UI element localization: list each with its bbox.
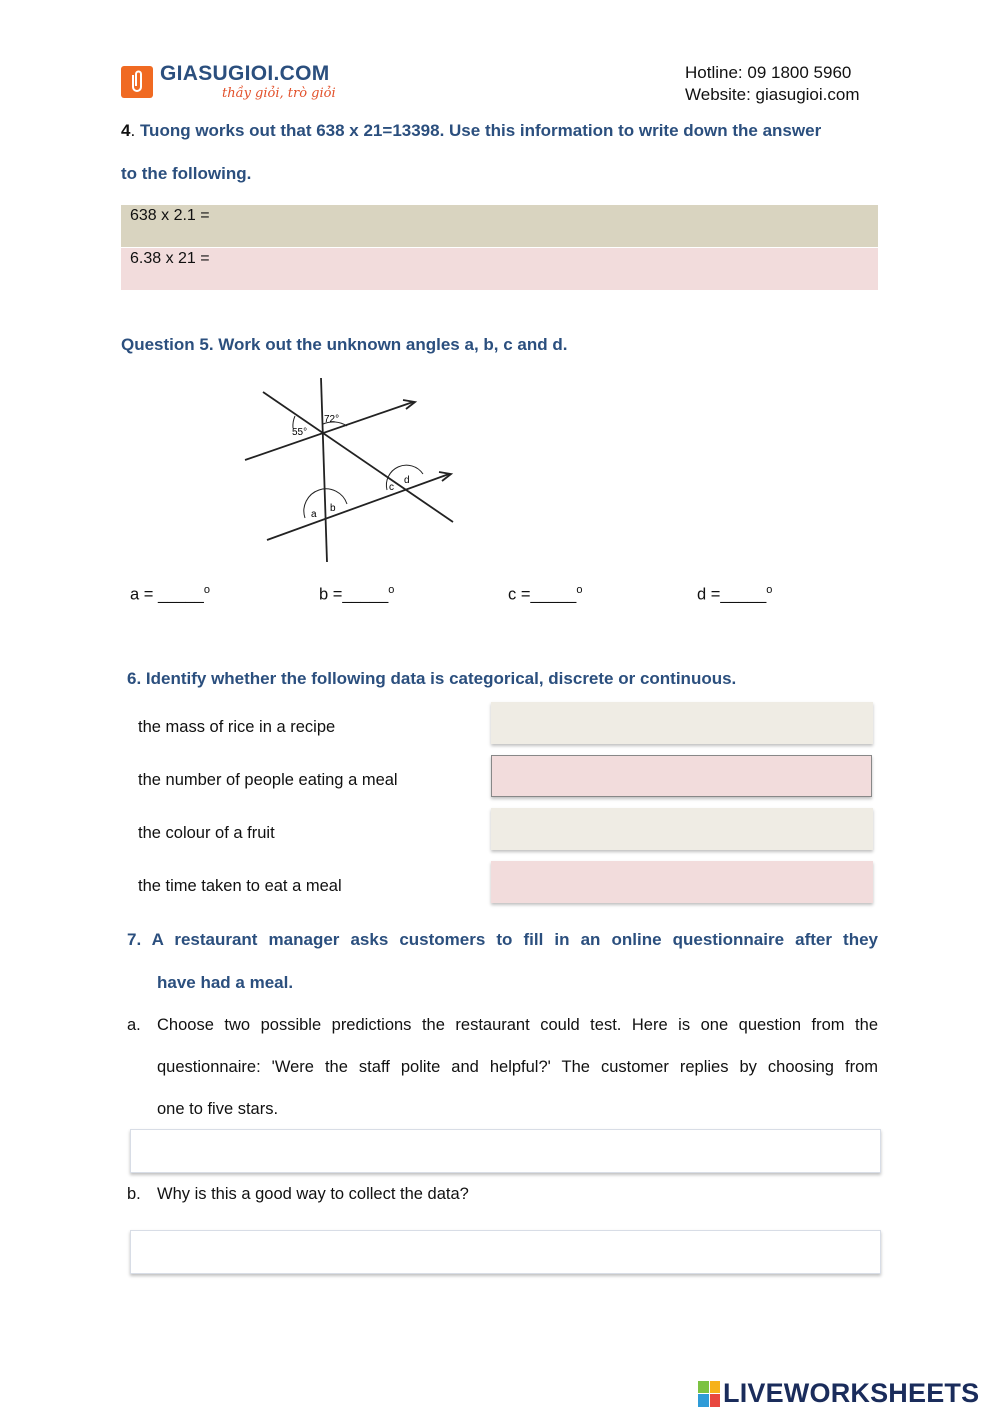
q6-item-4-label: the time taken to eat a meal	[138, 877, 342, 895]
parallel-line-bottom	[267, 474, 449, 540]
answer-c[interactable]	[508, 584, 582, 605]
q4-line1	[121, 120, 821, 142]
angle-55-label: 55°	[292, 427, 308, 438]
q4-answer-row-1[interactable]	[121, 205, 878, 247]
degree-mark: o	[388, 584, 395, 596]
angle-a-label: a	[311, 509, 317, 520]
answer-d-label: d =_____	[697, 585, 767, 604]
logo-icon	[121, 66, 153, 98]
q4-line2: to the following.	[121, 164, 252, 183]
q6-item-1-answer[interactable]	[491, 702, 873, 744]
liveworksheets-brand: LIVEWORKSHEETS	[723, 1378, 980, 1408]
degree-mark: o	[203, 584, 210, 596]
hotline-text: Hotline: 09 1800 5960	[685, 63, 852, 82]
q7-title-line2: have had a meal.	[157, 973, 294, 992]
angles-diagram	[235, 370, 465, 570]
degree-mark: o	[766, 584, 773, 596]
q7a-line3: one to five stars.	[157, 1100, 279, 1118]
q6-item-3-label: the colour of a fruit	[138, 824, 275, 842]
contact-info	[685, 62, 860, 106]
logo-name: GIASUGIOI.COM	[160, 62, 330, 85]
q4-row-1-label: 638 x 2.1 =	[130, 207, 210, 224]
angle-b-label: b	[330, 503, 336, 514]
q7a-marker: a.	[127, 1016, 141, 1034]
q6-item-2-label: the number of people eating a meal	[138, 771, 398, 789]
parallel-line-top	[245, 402, 413, 460]
angle-c-label: c	[389, 482, 394, 493]
answer-a[interactable]	[130, 584, 210, 605]
transversal-vertical	[321, 378, 327, 562]
transversal-diagonal	[263, 392, 453, 522]
answer-a-label: a = _____	[130, 585, 204, 604]
liveworksheets-logo	[698, 1378, 979, 1409]
answer-b[interactable]	[319, 584, 394, 605]
q4-row-2-label: 6.38 x 21 =	[130, 250, 210, 267]
q6-title: 6. Identify whether the following data is categorical, discrete or continuous.	[127, 669, 737, 688]
q4-text: Tuong works out that 638 x 21=13398. Use this information to write down the answer	[139, 121, 822, 140]
q7b-line1: Why is this a good way to collect the data?	[157, 1185, 469, 1203]
degree-mark: o	[576, 584, 583, 596]
q7b-marker: b.	[127, 1185, 141, 1203]
q7a-line2: questionnaire: 'Were the staff polite and helpful?' The customer replies by choosing from	[157, 1058, 878, 1076]
q4-dot: .	[130, 121, 136, 140]
q6-item-2-answer[interactable]	[491, 755, 872, 797]
liveworksheets-badge-icon	[698, 1381, 720, 1407]
answer-c-label: c =_____	[508, 585, 577, 604]
q7b-answer-box[interactable]	[130, 1230, 881, 1274]
angle-d-label: d	[404, 475, 410, 486]
q7a-answer-box[interactable]	[130, 1129, 881, 1173]
q7-title-line1: 7. A restaurant manager asks customers to fill in an online questionnaire after they	[127, 930, 878, 949]
answer-d[interactable]	[697, 584, 772, 605]
q4-number: 4	[121, 121, 131, 140]
angle-72-label: 72°	[324, 414, 340, 425]
q4-answer-row-2[interactable]	[121, 248, 878, 290]
answer-b-label: b =_____	[319, 585, 389, 604]
q6-item-3-answer[interactable]	[491, 808, 873, 850]
website-text: Website: giasugioi.com	[685, 85, 860, 104]
q7a-line1: Choose two possible predictions the restaurant could test. Here is one question from the	[157, 1016, 878, 1034]
q6-item-1-label: the mass of rice in a recipe	[138, 718, 336, 736]
logo-tagline: thầy giỏi, trò giỏi	[222, 86, 336, 101]
q6-item-4-answer[interactable]	[491, 861, 873, 903]
q5-title: Question 5. Work out the unknown angles a, b, c and d.	[121, 335, 568, 354]
